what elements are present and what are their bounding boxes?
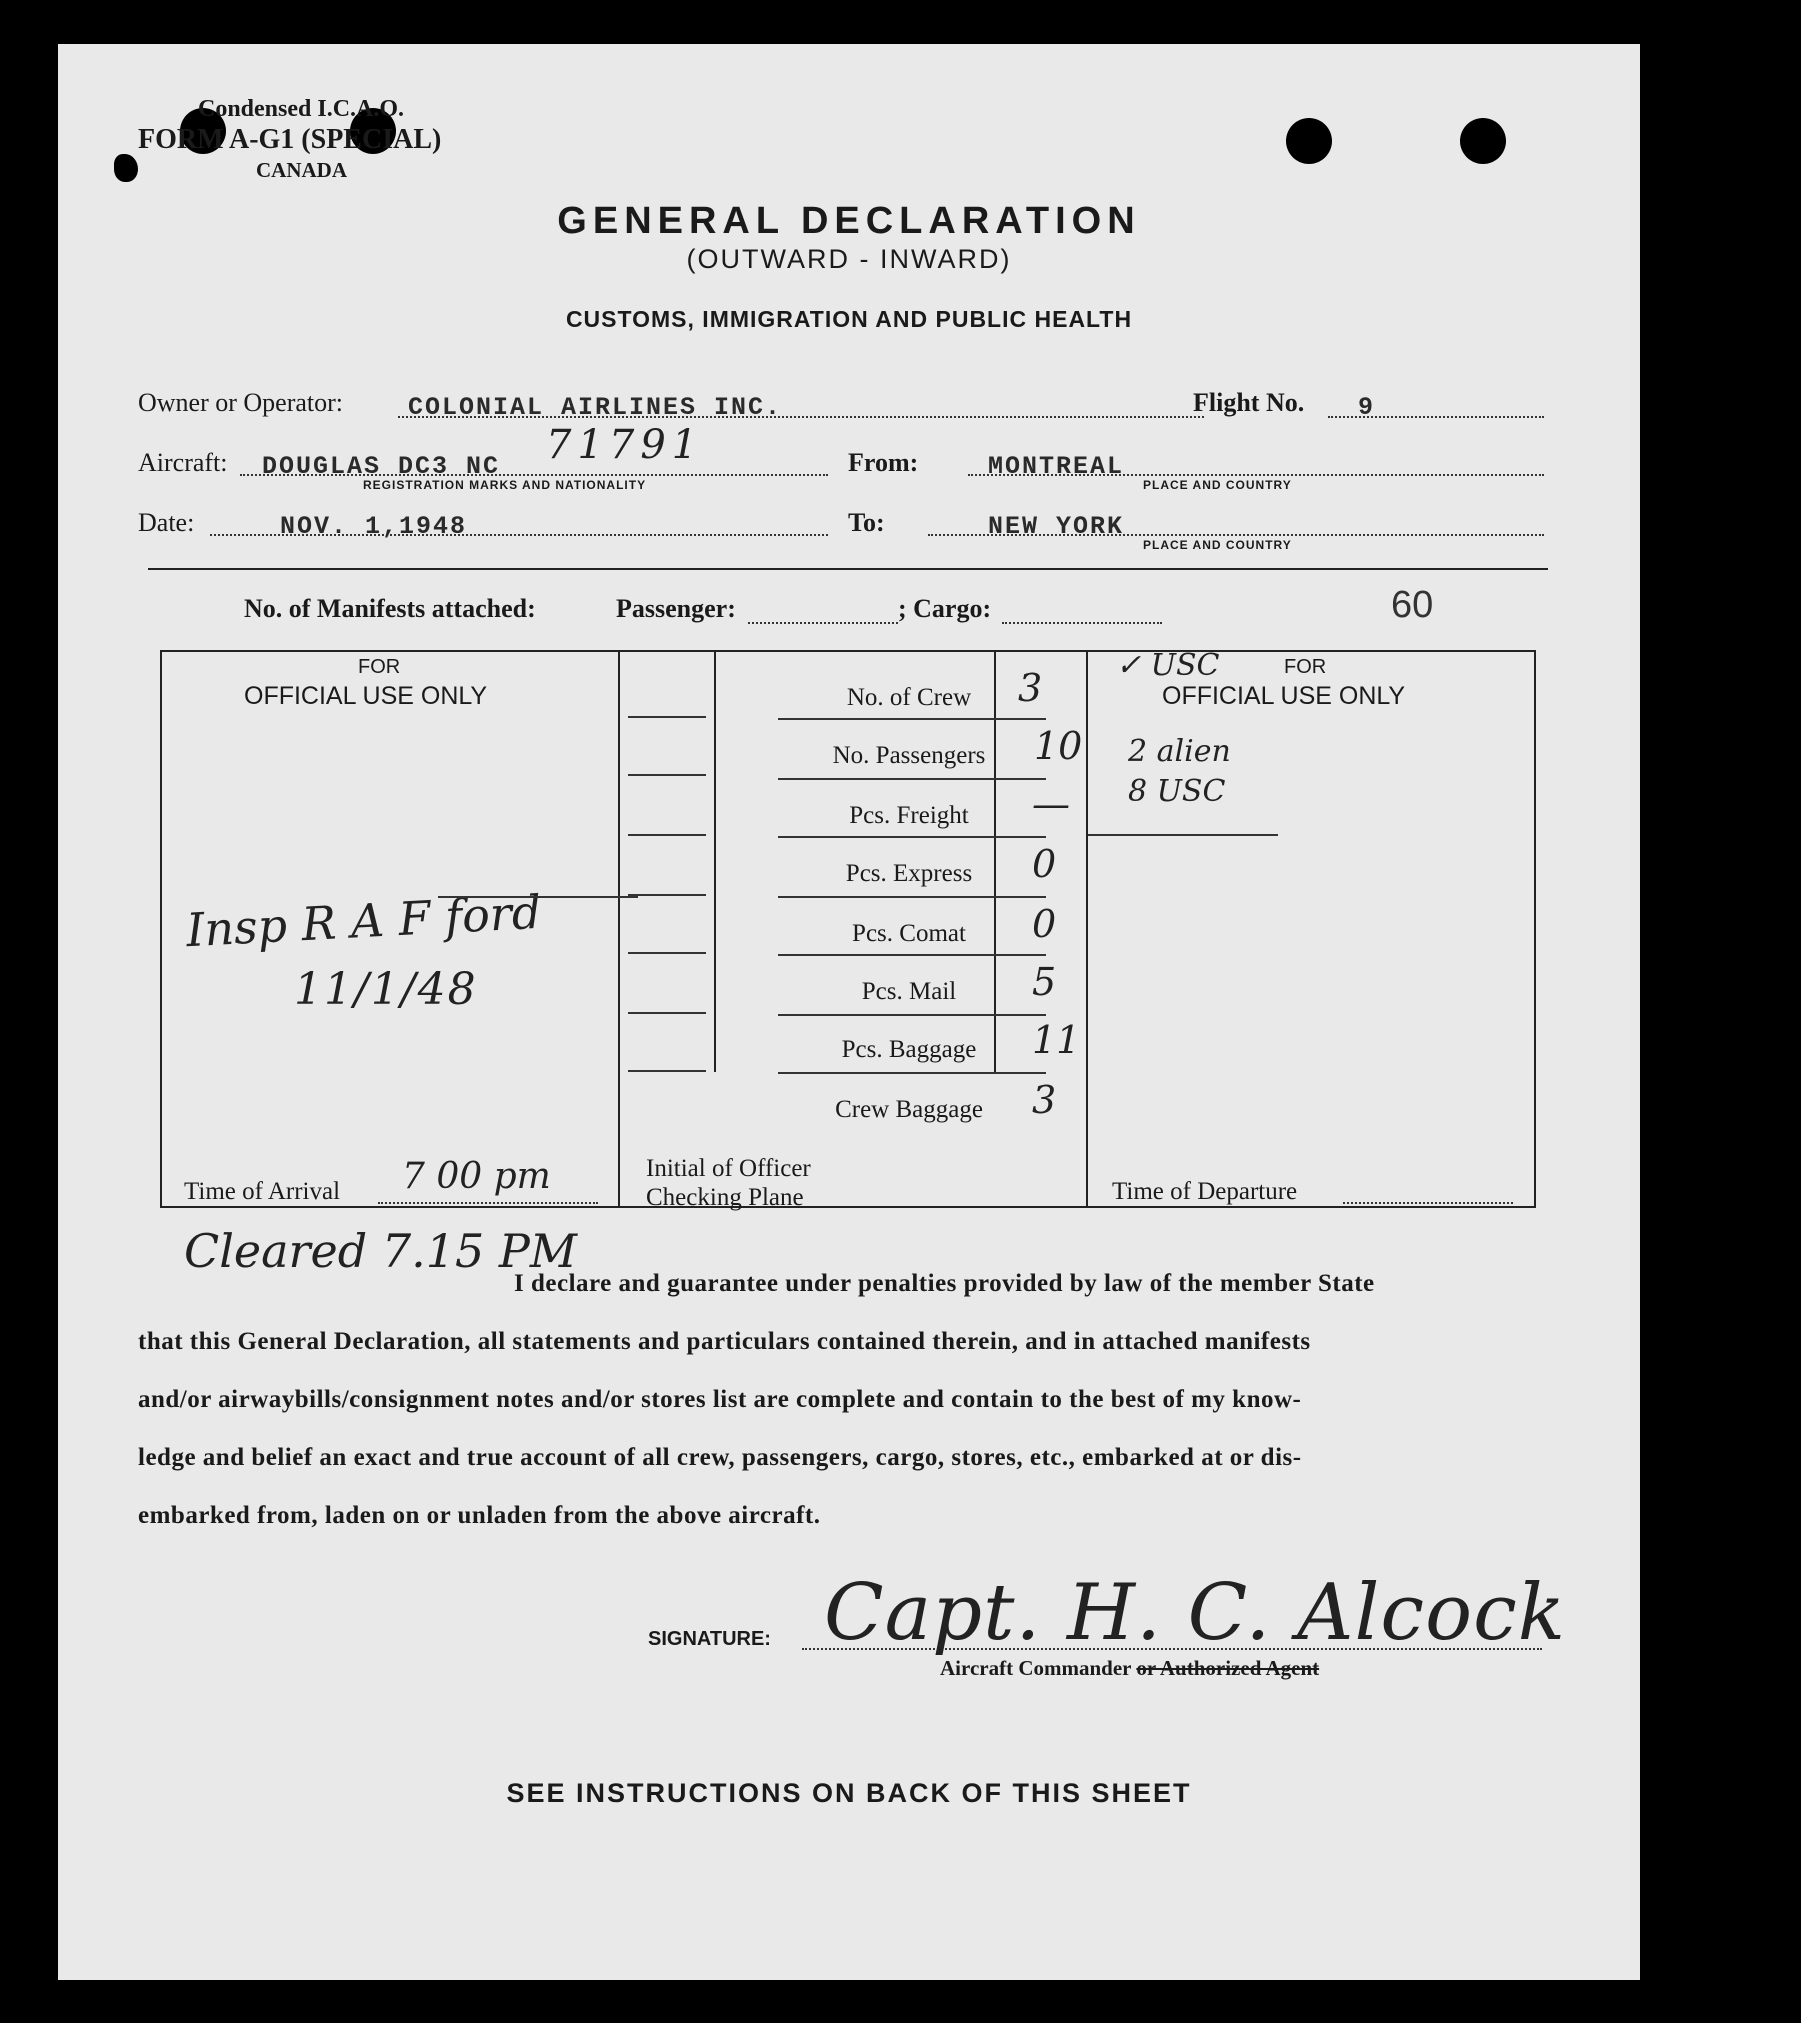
flight-no-label: Flight No. — [1193, 388, 1305, 417]
right-official-for: FOR — [1284, 656, 1327, 678]
date-value: NOV. 1,1948 — [280, 512, 468, 541]
signature-caption — [940, 1656, 1319, 1681]
express-count-label: Pcs. Express — [845, 860, 973, 887]
punch-hole — [1460, 118, 1506, 164]
right-official-heading: OFFICIAL USE ONLY — [1162, 682, 1406, 710]
right-note-crew: ✓ USC — [1116, 648, 1220, 683]
inspector-date: 11/1/48 — [294, 964, 478, 1015]
punch-hole — [114, 154, 138, 182]
signature-label: SIGNATURE: — [648, 1628, 771, 1650]
dash-mark — [628, 1012, 706, 1014]
table-divider — [714, 652, 716, 1072]
aircraft-reg-handwritten: 71791 — [546, 422, 704, 468]
page-heading: CUSTOMS, IMMIGRATION AND PUBLIC HEALTH — [565, 306, 1133, 332]
row-line — [778, 1072, 1046, 1074]
row-line — [778, 836, 1046, 838]
dash-mark — [628, 774, 706, 776]
declaration-line-4: ledge and belief an exact and true account of all crew, passengers, cargo, stores, etc., embarked at or dis- — [138, 1444, 1302, 1471]
form-condensed-label: Condensed I.C.A.O. — [198, 96, 405, 122]
row-line — [778, 1014, 1046, 1016]
signature-caption-commander: Aircraft Commander — [940, 1656, 1132, 1680]
express-count-value: 0 — [1032, 842, 1057, 886]
mail-count-label: Pcs. Mail — [861, 978, 957, 1005]
aircraft-value: DOUGLAS DC3 NC — [262, 452, 501, 481]
arrival-time-label: Time of Arrival — [184, 1178, 341, 1205]
passenger-manifest-underline — [748, 622, 898, 624]
from-label: From: — [848, 448, 919, 477]
inspector-signature: Insp R A F ford — [184, 884, 543, 958]
signature-caption-struck: or Authorized Agent — [1136, 1656, 1320, 1680]
departure-time-underline — [1343, 1202, 1513, 1204]
crew-count-label: No. of Crew — [846, 684, 972, 711]
crew-baggage-count-value: 3 — [1032, 1078, 1057, 1122]
officer-initial-line2: Checking Plane — [646, 1184, 804, 1211]
punch-hole — [1286, 118, 1332, 164]
flight-no-value: 9 — [1358, 393, 1376, 422]
from-caption: PLACE AND COUNTRY — [1143, 478, 1292, 492]
declaration-line-5: embarked from, laden on or unladen from the above aircraft. — [138, 1502, 821, 1529]
right-note-underline — [1088, 834, 1278, 836]
officer-initial-label — [646, 1154, 906, 1212]
declaration-line-2: that this General Declaration, all statements and particulars contained therein, and in attached manifests — [138, 1328, 1311, 1355]
page-title: GENERAL DECLARATION — [557, 200, 1141, 242]
right-note-alien: 2 alien — [1128, 734, 1231, 769]
cargo-manifest-label: ; Cargo: — [898, 594, 992, 623]
declaration-line-1: I declare and guarantee under penalties provided by law of the member State — [514, 1270, 1375, 1297]
row-line — [778, 896, 1046, 898]
aircraft-caption: REGISTRATION MARKS AND NATIONALITY — [363, 478, 647, 492]
declaration-line-3: and/or airwaybills/consignment notes and/or stores list are complete and contain to the best of my know- — [138, 1386, 1302, 1413]
inspector-signature-stroke — [438, 896, 638, 898]
freight-count-value: — — [1032, 782, 1070, 826]
captain-signature: Capt. H. C. Alcock — [824, 1568, 1567, 1658]
to-label: To: — [848, 508, 885, 537]
table-divider — [618, 652, 620, 1206]
baggage-count-value: 11 — [1032, 1018, 1081, 1062]
baggage-count-label: Pcs. Baggage — [841, 1036, 977, 1063]
dash-mark — [628, 952, 706, 954]
footer-instructions: SEE INSTRUCTIONS ON BACK OF THIS SHEET — [506, 1778, 1192, 1808]
departure-time-label: Time of Departure — [1112, 1178, 1298, 1205]
passenger-manifest-label: Passenger: — [616, 594, 736, 623]
row-line — [778, 954, 1046, 956]
manifest-number-stamp: 60 — [1391, 584, 1434, 626]
comat-count-value: 0 — [1032, 902, 1057, 946]
arrival-time-value: 7 00 pm — [402, 1156, 551, 1197]
dash-mark — [628, 834, 706, 836]
table-divider — [1086, 652, 1088, 1206]
crew-baggage-count-label: Crew Baggage — [835, 1096, 983, 1123]
cleared-note: Cleared 7.15 PM — [184, 1224, 577, 1278]
arrival-time-underline — [378, 1202, 598, 1204]
officer-initial-line1: Initial of Officer — [646, 1155, 811, 1182]
from-value: MONTREAL — [988, 452, 1125, 481]
crew-count-value: 3 — [1018, 666, 1043, 710]
owner-value: COLONIAL AIRLINES INC. — [408, 393, 783, 422]
row-line — [778, 778, 1046, 780]
form-country: CANADA — [256, 158, 347, 182]
manifests-label: No. of Manifests attached: — [244, 594, 536, 623]
left-official-for: FOR — [358, 656, 401, 678]
passenger-count-value: 10 — [1034, 724, 1083, 768]
owner-label: Owner or Operator: — [138, 388, 344, 417]
to-caption: PLACE AND COUNTRY — [1143, 538, 1292, 552]
cargo-manifest-underline — [1002, 622, 1162, 624]
declaration-sheet — [58, 44, 1640, 1980]
mail-count-value: 5 — [1032, 960, 1057, 1004]
left-official-heading: OFFICIAL USE ONLY — [244, 682, 488, 710]
dash-mark — [628, 894, 706, 896]
right-note-usc: 8 USC — [1128, 774, 1226, 809]
passenger-count-label: No. Passengers — [832, 742, 986, 769]
page-subtitle: (OUTWARD - INWARD) — [686, 244, 1012, 274]
freight-count-label: Pcs. Freight — [849, 802, 969, 829]
aircraft-label: Aircraft: — [138, 448, 228, 477]
date-label: Date: — [138, 508, 195, 537]
form-number: FORM A-G1 (SPECIAL) — [138, 124, 442, 155]
row-line — [778, 718, 1046, 720]
to-value: NEW YORK — [988, 512, 1125, 541]
dash-mark — [628, 716, 706, 718]
dash-mark — [628, 1070, 706, 1072]
divider-line — [148, 568, 1548, 570]
comat-count-label: Pcs. Comat — [852, 920, 966, 947]
